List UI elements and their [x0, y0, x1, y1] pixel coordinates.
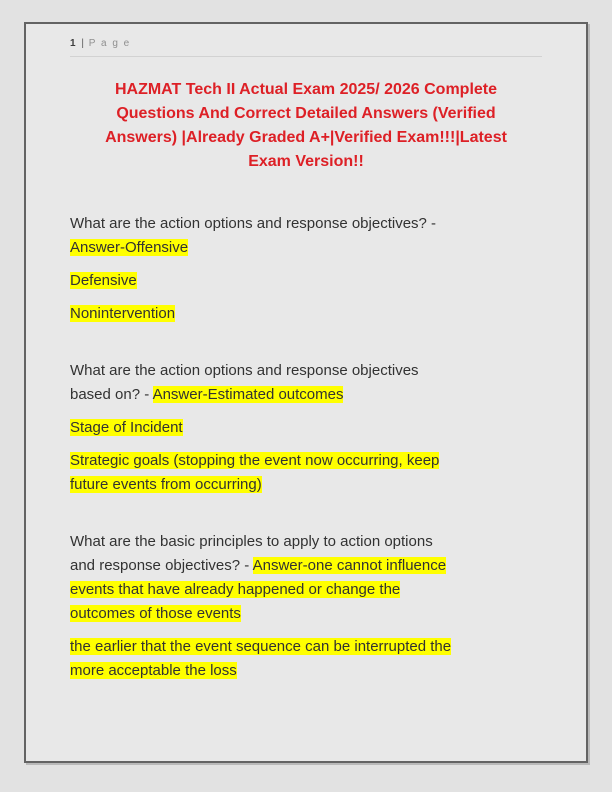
answer-highlight: the earlier that the event sequence can be interrupted the more acceptable the loss: [70, 638, 452, 679]
question-text: What are the action options and response objectives based on? -: [70, 362, 419, 403]
document-page: [24, 22, 588, 763]
question-text: What are the action options and response objectives? -: [70, 215, 437, 232]
qa-block: [70, 530, 542, 683]
qa-paragraph: [70, 269, 542, 293]
page-header-separator: |: [81, 38, 84, 49]
answer-highlight: Nonintervention: [70, 305, 176, 322]
answer-highlight: Answer-Offensive: [70, 239, 189, 256]
answer-highlight: Answer-Estimated outcomes: [152, 386, 344, 403]
qa-blocks: [70, 212, 542, 683]
page-number: 1: [70, 38, 77, 49]
qa-paragraph: [70, 530, 542, 626]
qa-paragraph: [70, 449, 542, 497]
qa-paragraph: [70, 359, 542, 407]
answer-highlight: Answer-one cannot influence events that have already happened or change the outcomes of those events: [70, 557, 447, 622]
answer-highlight: Stage of Incident: [70, 419, 183, 436]
qa-paragraph: [70, 416, 542, 440]
qa-paragraph: [70, 635, 542, 683]
qa-paragraph: [70, 212, 542, 260]
question-text: What are the basic principles to apply to action options and response objectives? -: [70, 533, 433, 574]
qa-block: [70, 212, 542, 326]
document-title: HAZMAT Tech II Actual Exam 2025/ 2026 Complete Questions And Correct Detailed Answers (Verified Answers) |Already Graded A+|Verified Exam!!!|Latest Exam Version!!: [105, 81, 507, 170]
page-header-label: P a g e: [88, 38, 131, 49]
qa-block: [70, 359, 542, 497]
qa-paragraph: [70, 302, 542, 326]
answer-highlight: Strategic goals (stopping the event now occurring, keep future events from occurring): [70, 452, 440, 493]
page-header: [70, 38, 542, 57]
answer-highlight: Defensive: [70, 272, 137, 289]
